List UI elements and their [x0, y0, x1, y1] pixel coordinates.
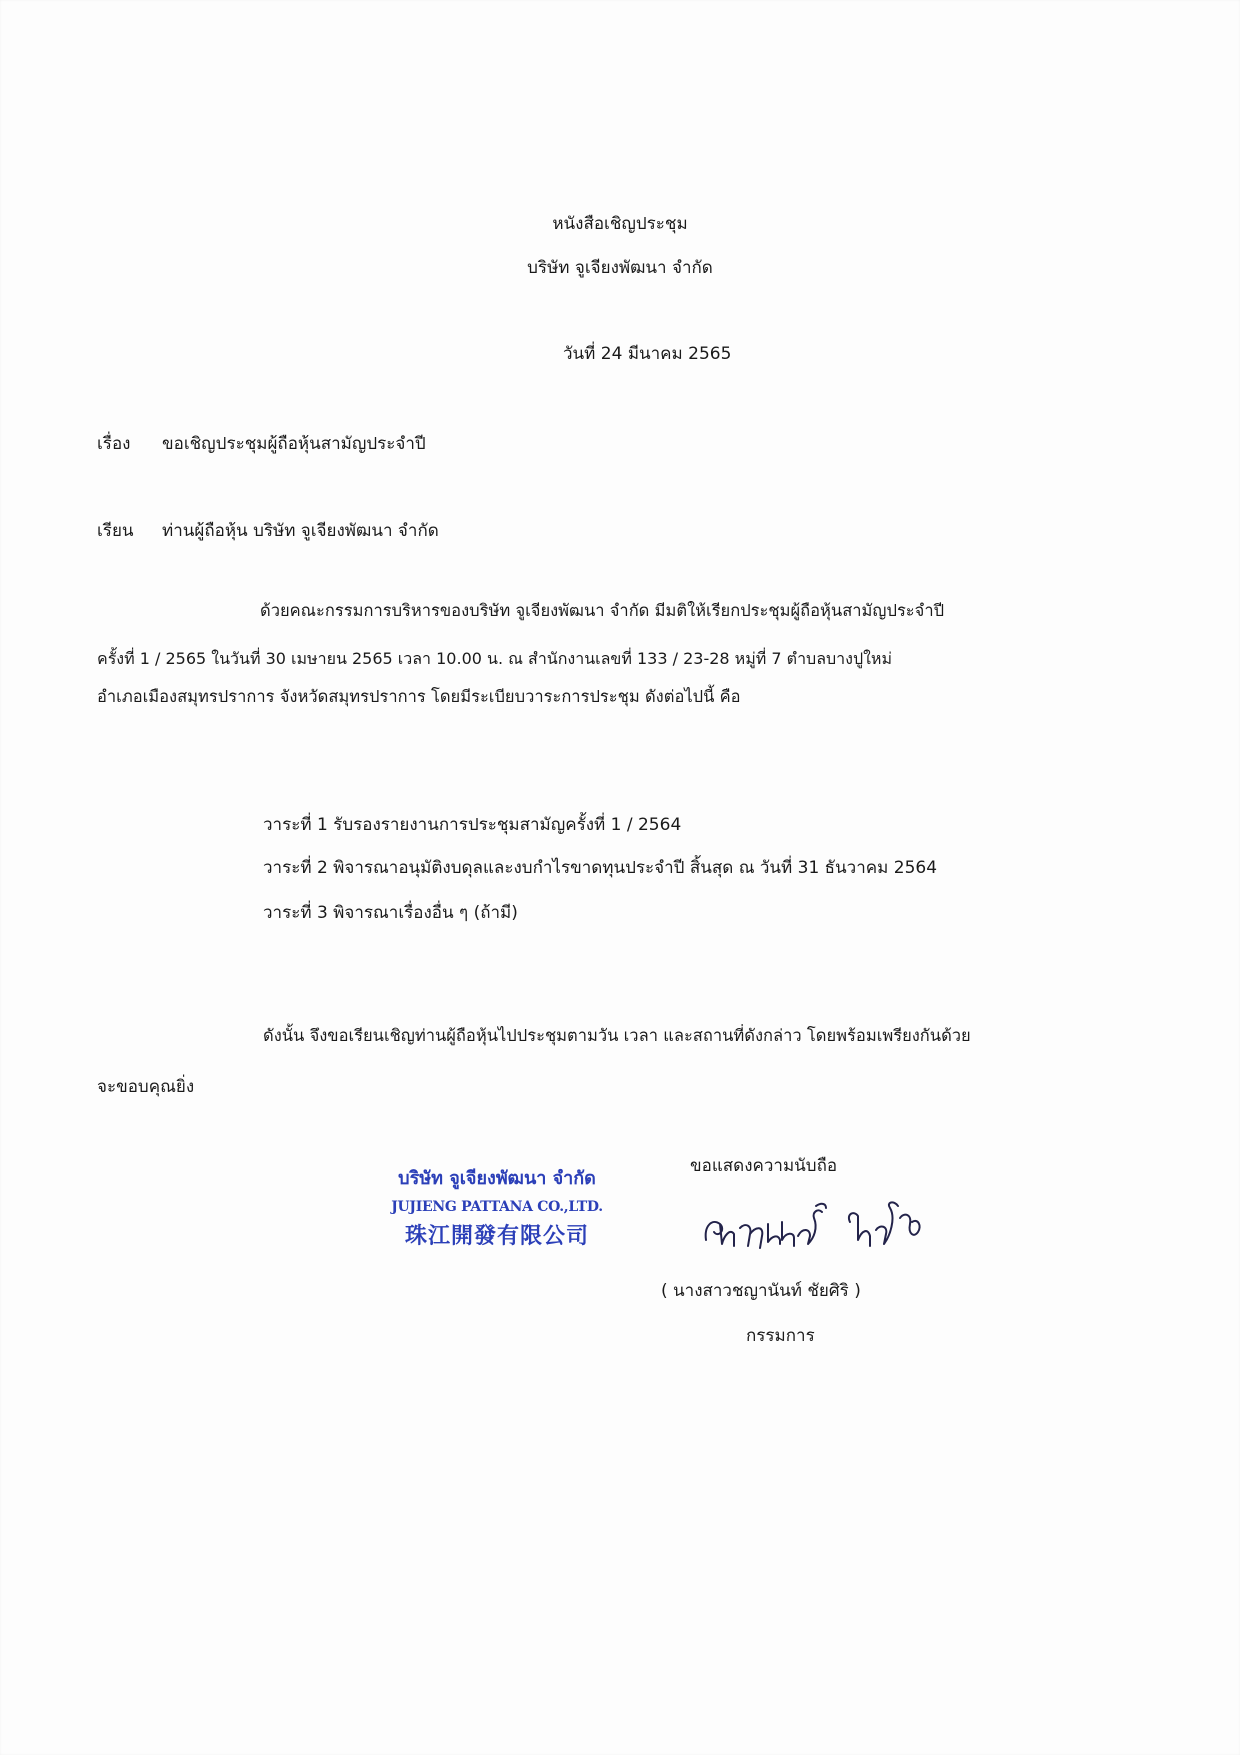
closing-line-1: ดังนั้น จึงขอเรียนเชิญท่านผู้ถือหุ้นไปประชุมตามวัน เวลา และสถานที่ดังกล่าว โดยพร้อมเพรียงกันด้วย	[263, 1026, 971, 1045]
body-paragraph-line-2: ครั้งที่ 1 / 2565 ในวันที่ 30 เมษายน 2565 เวลา 10.00 น. ณ สำนักงานเลขที่ 133 / 23-28 หมู่ที่ 7 ตำบลบางปูใหม่	[97, 649, 893, 668]
stamp-thai-name: บริษัท จูเจียงพัฒนา จำกัด	[398, 1168, 596, 1189]
recipient-label: เรียน	[97, 521, 134, 541]
document-date: วันที่ 24 มีนาคม 2565	[563, 344, 732, 364]
company-stamp	[372, 1165, 622, 1251]
agenda-item-2: วาระที่ 2 พิจารณาอนุมัติงบดุลและงบกำไรขาดทุนประจำปี สิ้นสุด ณ วันที่ 31 ธันวาคม 2564	[263, 858, 938, 878]
company-name-header: บริษัท จูเจียงพัฒนา จำกัด	[527, 258, 713, 278]
subject-label: เรื่อง	[97, 434, 131, 454]
body-paragraph-line-3: อำเภอเมืองสมุทรปราการ จังหวัดสมุทรปราการ โดยมีระเบียบวาระการประชุม ดังต่อไปนี้ คือ	[97, 687, 741, 706]
signatory-name: ( นางสาวชญานันท์ ชัยศิริ )	[661, 1281, 861, 1301]
subject-text: ขอเชิญประชุมผู้ถือหุ้นสามัญประจำปี	[162, 434, 426, 454]
recipient-text: ท่านผู้ถือหุ้น บริษัท จูเจียงพัฒนา จำกัด	[162, 521, 439, 541]
stamp-english-name: JUJIENG PATTANA CO.,LTD.	[391, 1199, 603, 1215]
body-paragraph-line-1: ด้วยคณะกรรมการบริหารของบริษัท จูเจียงพัฒนา จำกัด มีมติให้เรียกประชุมผู้ถือหุ้นสามัญประจำปี	[260, 601, 945, 620]
document-title: หนังสือเชิญประชุม	[552, 214, 688, 234]
agenda-item-1: วาระที่ 1 รับรองรายงานการประชุมสามัญครั้งที่ 1 / 2564	[263, 815, 682, 835]
agenda-item-3: วาระที่ 3 พิจารณาเรื่องอื่น ๆ (ถ้ามี)	[263, 903, 518, 923]
regards-text: ขอแสดงความนับถือ	[690, 1156, 838, 1176]
signatory-position: กรรมการ	[746, 1326, 815, 1346]
handwritten-signature	[700, 1178, 930, 1258]
closing-line-2: จะขอบคุณยิ่ง	[97, 1077, 195, 1097]
stamp-chinese-name: 珠江開發有限公司	[404, 1223, 589, 1249]
